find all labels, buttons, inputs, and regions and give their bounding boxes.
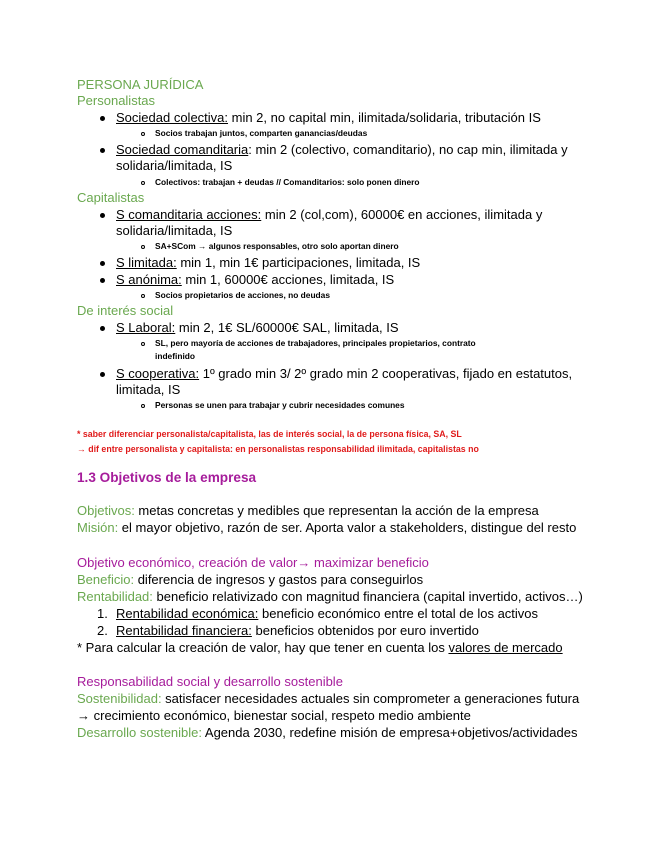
bullet-icon (100, 326, 105, 331)
heading-interes-social: De interés social (77, 303, 174, 318)
note-laboral-cont: indefinido (155, 351, 196, 361)
item-sociedad-colectiva: Sociedad colectiva: min 2, no capital min, ilimitada/solidaria, tributación IS (116, 110, 541, 125)
heading-objetivo-economico: Objetivo económico, creación de valor→ maximizar beneficio (77, 555, 429, 570)
line-sostenibilidad: Sostenibilidad: satisfacer necesidades actuales sin comprometer a generaciones futura (77, 691, 580, 706)
item-sociedad-comanditaria-cont: solidaria/limitada, IS (116, 158, 233, 173)
note-anonima: Socios propietarios de acciones, no deudas (155, 290, 330, 300)
circle-bullet-icon (141, 245, 145, 249)
bullet-icon (100, 278, 105, 283)
heading-responsabilidad-social: Responsabilidad social y desarrollo sostenible (77, 674, 343, 689)
note-valores-mercado: * Para calcular la creación de valor, hay que tener en cuenta los valores de mercado (77, 640, 563, 655)
section-heading: 1.3 Objetivos de la empresa (77, 470, 257, 485)
red-note-1: * saber diferenciar personalista/capitalista, las de interés social, la de persona física, SA, SL (77, 429, 462, 439)
list-number: 1. (97, 606, 108, 621)
line-sostenibilidad-cont: → crecimiento económico, bienestar social, respeto medio ambiente (77, 708, 471, 723)
bullet-icon (100, 261, 105, 266)
item-s-comanditaria-acciones-cont: solidaria/limitada, IS (116, 223, 233, 238)
item-s-comanditaria-acciones: S comanditaria acciones: min 2 (col,com), 60000€ en acciones, ilimitada y (116, 207, 543, 222)
item-s-cooperativa: S cooperativa: 1º grado min 3/ 2º grado min 2 cooperativas, fijado en estatutos, (116, 366, 573, 381)
doc-title: PERSONA JURÍDICA (77, 77, 204, 92)
circle-bullet-icon (141, 342, 145, 346)
item-rentabilidad-financiera: Rentabilidad financiera: beneficios obtenidos por euro invertido (116, 623, 479, 638)
item-s-cooperativa-cont: limitada, IS (116, 382, 181, 397)
circle-bullet-icon (141, 132, 145, 136)
bullet-icon (100, 116, 105, 121)
item-sociedad-comanditaria: Sociedad comanditaria: min 2 (colectivo, comanditario), no cap min, ilimitada y (116, 142, 568, 157)
heading-capitalistas: Capitalistas (77, 190, 145, 205)
red-note-2: → dif entre personalista y capitalista: en personalistas responsabilidad ilimitada, capitalistas no (77, 444, 479, 454)
item-s-laboral: S Laboral: min 2, 1€ SL/60000€ SAL, limitada, IS (116, 320, 399, 335)
item-rentabilidad-economica: Rentabilidad económica: beneficio económico entre el total de los activos (116, 606, 539, 621)
bullet-icon (100, 213, 105, 218)
list-number: 2. (97, 623, 108, 638)
circle-bullet-icon (141, 181, 145, 185)
note-cooperativa: Personas se unen para trabajar y cubrir necesidades comunes (155, 400, 405, 410)
item-s-anonima: S anónima: min 1, 60000€ acciones, limitada, IS (116, 272, 395, 287)
note-comanditaria: Colectivos: trabajan + deudas // Comanditarios: solo ponen dinero (155, 177, 420, 187)
line-rentabilidad: Rentabilidad: beneficio relativizado con magnitud financiera (capital invertido, activos…) (77, 589, 583, 604)
circle-bullet-icon (141, 294, 145, 298)
line-objetivos: Objetivos: metas concretas y medibles que representan la acción de la empresa (77, 503, 539, 518)
line-desarrollo-sostenible: Desarrollo sostenible: Agenda 2030, redefine misión de empresa+objetivos/actividades (77, 725, 578, 740)
heading-personalistas: Personalistas (77, 93, 156, 108)
circle-bullet-icon (141, 404, 145, 408)
bullet-icon (100, 148, 105, 153)
item-s-limitada: S limitada: min 1, min 1€ participaciones, limitada, IS (116, 255, 421, 270)
line-beneficio: Beneficio: diferencia de ingresos y gastos para conseguirlos (77, 572, 424, 587)
note-colectiva: Socios trabajan juntos, comparten ganancias/deudas (155, 128, 368, 138)
note-comanditaria-acciones: SA+SCom → algunos responsables, otro solo aportan dinero (155, 241, 399, 251)
line-mision: Misión: el mayor objetivo, razón de ser. Aporta valor a stakeholders, distingue del resto (77, 520, 577, 535)
note-laboral: SL, pero mayoría de acciones de trabajadores, principales propietarios, contrato (155, 338, 476, 348)
bullet-icon (100, 372, 105, 377)
